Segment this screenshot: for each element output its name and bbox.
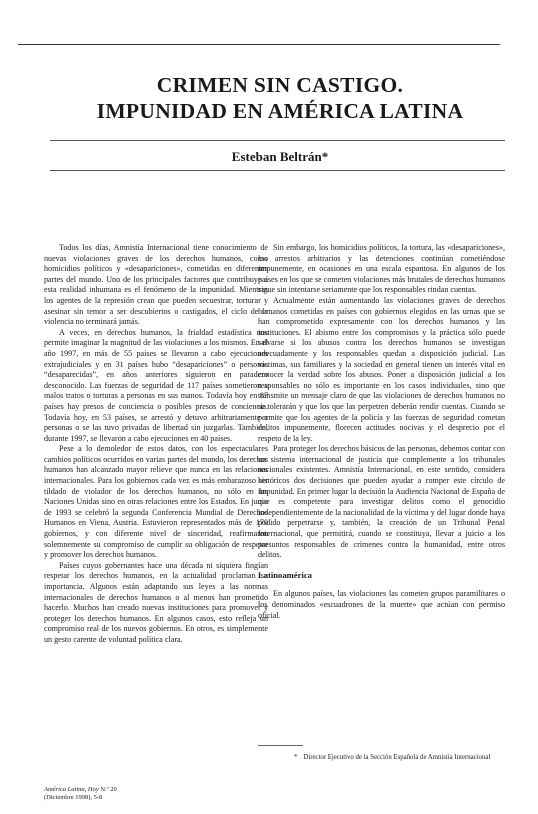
footnote [258,753,505,762]
journal-issue: N.º 20 [100,786,117,793]
paragraph: Sin embargo, los homicidios políticos, la tortura, las «desapariciones», los arrestos arbitrarios y las detenciones continúan cometiéndose impunemente, en ocasiones en una escala espantosa. En algunos de los países en los que se cometen violaciones más brutales de derechos humanos sigue sin intentarse seriamente que los responsables rindan cuentas. [258,243,505,295]
footnote-mark: * [294,754,298,761]
section-heading: Latinoamérica [258,569,312,580]
author-name: Esteban Beltrán* [231,149,329,164]
footnote-rule [258,745,303,746]
title-line-2: IMPUNIDAD EN AMÉRICA LATINA [96,99,464,123]
author-rule-top [50,140,505,141]
paragraph: Para proteger los derechos básicos de las personas, debemos contar con un sistema internacional de justicia que complemente a los tribunales nacionales existentes. Amnistía Internacional, en este sentido, considera históricos dos decisiones que pueden ayudar a romper este círculo de impunidad. En primer lugar la decisión la Audiencia Nacional de España de que es competente para investigar delitos como el genocidio independientemente de la nacionalidad de la víctima y del lugar donde haya podido perpetrarse y, también, la creación de un Tribunal Penal Internacional, que permitirá, cuando se constituya, llevar a juicio a los presuntos responsables de crímenes contra la humanidad, entre otros delitos. [258,444,505,560]
paragraph: En algunos países, las violaciones las cometen grupos paramilitares o los denominados «escuadrones de la muerte» que actúan con permiso oficial. [258,589,505,620]
paragraph: Todos los días, Amnistía Internacional tiene conocimiento de nuevas violaciones graves de los derechos humanos, como homicidios políticos y «desapariciones», cometidas en diferentes partes del mundo. Uno de los principales factores que contribuye a esta realidad inhumana es el fenómeno de la impunidad. Mientras los agentes de la represión crean que pueden secuestrar, torturar y asesinar sin temor a ser descubiertos o castigados, el ciclo de la violencia no terminará jamás. [44,243,268,327]
journal-name: América Latina, Hoy [44,786,99,793]
paragraph: Países cuyos gobernantes hace una década ni siquiera fingían respetar los derechos humanos, en la actualidad proclaman su importancia. Algunos están adaptando sus leyes a las normas internacionales de derechos humanos o al menos han prometido hacerlo. Muchos han creado nuevas instituciones para promover y proteger los derechos humanos. En algunos casos, esto refleja un compromiso real de los nuevos gobiernos. En otros, es simplemente un gesto carente de voluntad política clara. [44,560,268,644]
left-column [44,243,268,646]
journal-date-pages: (Diciembre 1998), 5-8 [44,794,103,801]
paragraph: Actualmente están aumentando las violaciones graves de derechos humanos cometidas en países con gobiernos elegidos en las urnas que se han comprometido expresamente con los derechos humanos y las instituciones. El abismo entre los compromisos y la práctica sólo puede salvarse si los abusos contra los derechos humanos se investigan adecuadamente y los responsables quedan a disposición judicial. Las víctimas, sus familiares y la sociedad en general tienen un interés vital en conocer la verdad sobre los abusos. Poner a disposición judicial a los responsables no sólo es importante en los casos individuales, sino que transmite un mensaje claro de que las violaciones de derechos humanos no se tolerarán y que los que las perpetren deberán rendir cuentas. Cuando se permite que los agentes de la policía y las fuerzas de seguridad cometan delitos impunemente, florecen actitudes nocivas y el desprecio por el respeto de la ley. [258,295,505,443]
title-line-1: CRIMEN SIN CASTIGO. [156,73,404,97]
paragraph: Pese a lo demoledor de estos datos, con los espectaculares cambios políticos ocurridos en varias partes del mundo, los derechos humanos han alcanzado mayor relieve que nunca en las relaciones internacionales. Para los gobiernos cada vez es más embarazoso ser tildado de violador de los derechos humanos, no sólo en las Naciones Unidas sino en otras relaciones entre los Estados. En junio de 1993 se celebró la segunda Conferencia Mundial de Derechos Humanos en Viena, Austria. Estuvieron representados más de 170 gobiernos, y con diferente nivel de sinceridad, reafirmaron solemnemente su compromiso de cumplir su obligación de respetar y promover los derechos humanos. [44,444,268,560]
journal-citation [44,786,117,802]
top-rule [18,44,500,45]
author-rule-bottom [50,170,505,171]
article-title [50,72,510,124]
right-column [258,243,505,621]
footnote-text: Director Ejecutivo de la Sección Española de Amnistía Internacional [303,754,491,761]
paragraph: A veces, en derechos humanos, la frialdad estadística nos permite imaginar la magnitud de las violaciones a los mismos. En el año 1997, en más de 55 países se llevaron a cabo ejecuciones extrajudiciales y en 31 países hubo “desapariciones” o personas “desaparecidas”, en años anteriores siguieron en paradero desconocido. Las fuerzas de seguridad de 117 países sometieron a malos tratos o torturas a personas en sus manos. Todavía hoy en 87 países hay presos de conciencia o posibles presos de conciencia. Todavía hoy, en 53 países, se arrestó y detuvo arbitrariamente a personas o se las tuvo privadas de libertad sin juzgarlas. También, durante 1997, se llevaron a cabo ejecuciones en 40 países. [44,327,268,443]
